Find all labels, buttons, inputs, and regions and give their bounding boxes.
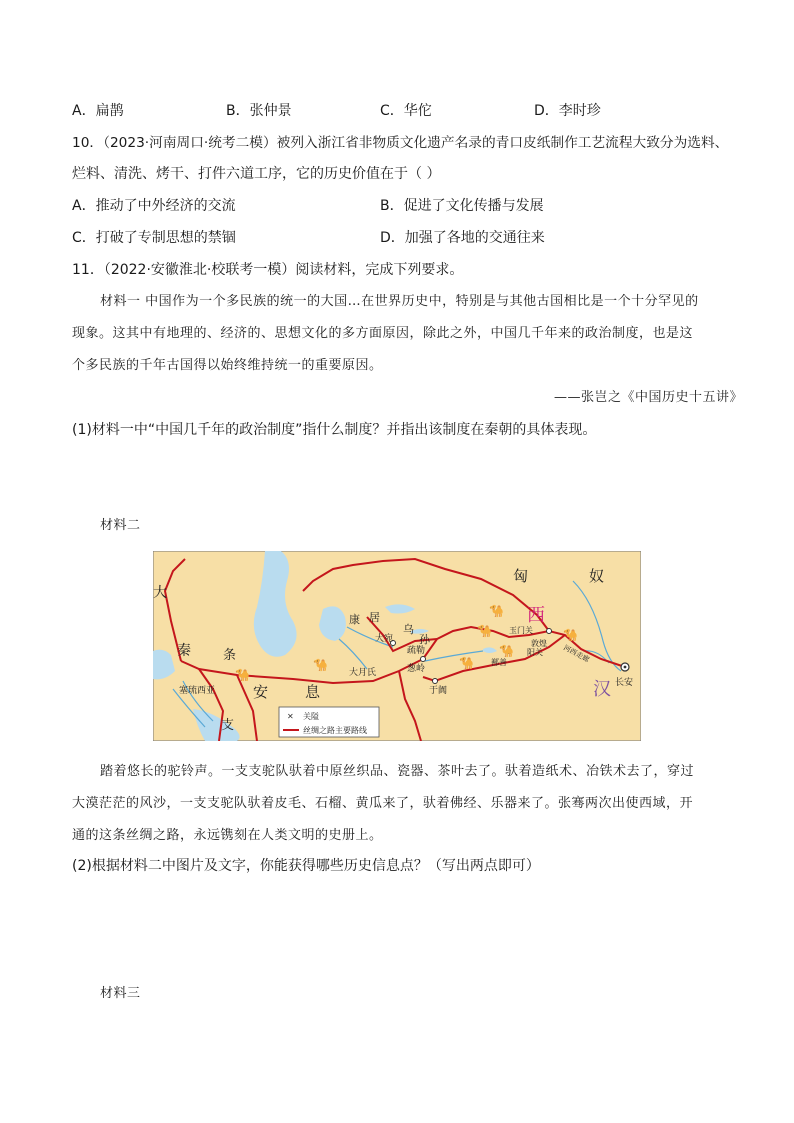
q9-option-b: B．张仲景: [226, 103, 292, 119]
material1-line3: 个多民族的千年古国得以始终维持统一的重要原因。: [72, 358, 383, 373]
city-changan-dot: [624, 666, 627, 669]
label-zhi: 支: [221, 718, 235, 733]
label-anxi-2: 息: [305, 683, 321, 701]
legend-pass-icon: ✕: [287, 712, 294, 721]
q9-option-c: C．华佗: [380, 103, 432, 119]
sub-question-2: (2)根据材料二中图片及文字，你能获得哪些历史信息点？（写出两点即可）: [72, 858, 540, 874]
camel-icon: 🐪: [477, 624, 492, 638]
q10-option-b: B．促进了文化传播与发展: [380, 198, 544, 214]
label-anxi-1: 安: [253, 683, 269, 701]
silk-road-map: [153, 551, 641, 741]
camel-icon: 🐪: [459, 656, 474, 670]
q10-option-a: A．推动了中外经济的交流: [72, 198, 236, 214]
camel-icon: 🐪: [235, 668, 250, 682]
label-han: 汉: [593, 679, 611, 700]
label-changan: 长安: [615, 678, 634, 688]
label-dayuan: 大宛: [375, 634, 394, 644]
sub-question-1: (1)材料一中“中国几千年的政治制度”指什么制度？并指出该制度在秦朝的具体表现。: [72, 422, 597, 438]
label-yangguan: 阳关: [527, 648, 543, 657]
material2-line3: 通的这条丝绸之路，永远镌刻在人类文明的史册上。: [72, 828, 383, 843]
label-sun: 孙: [419, 633, 430, 646]
material1-line1: 材料一 中国作为一个多民族的统一的大国…在世界历史中，特别是与其他古国相比是一个十分罕见的: [100, 294, 699, 309]
label-xi: 西: [527, 605, 545, 626]
legend-pass-label: 关隘: [303, 712, 319, 721]
label-wu: 乌: [403, 623, 414, 636]
map-legend: [279, 707, 379, 737]
legend-route-label: 丝绸之路主要路线: [303, 726, 367, 735]
city-dunhuang: [547, 629, 552, 634]
q9-option-a: A．扁鹊: [72, 103, 124, 119]
material1-source: ——张岂之《中国历史十五讲》: [554, 390, 744, 405]
q9-option-d: D．李时珍: [534, 103, 601, 119]
label-xiongnu-2: 奴: [589, 567, 605, 585]
label-yutian: 于阗: [429, 686, 448, 696]
label-congling: 葱岭: [407, 664, 426, 674]
label-shanshan: 鄯善: [491, 658, 507, 667]
q10-stem-line1: 10．（2023·河南周口·统考二模）被列入浙江省非物质文化遗产名录的青口皮纸制作工艺流程大致分为选料、: [72, 135, 729, 151]
material1-line2: 现象。这其中有地理的、经济的、思想文化的多方面原因，除此之外，中国几千年来的政治制度，也是这: [72, 326, 694, 341]
camel-icon: 🐪: [499, 644, 514, 658]
city-yutian: [433, 679, 438, 684]
material2-line1: 踏着悠长的驼铃声。一支支驼队驮着中原丝织品、瓷器、茶叶去了。驮着造纸术、冶铁术去了，穿过: [100, 764, 695, 779]
label-da: 大: [153, 585, 167, 601]
q11-stem: 11．（2022·安徽淮北·校联考一模）阅读材料，完成下列要求。: [72, 262, 464, 278]
label-qin: 秦: [177, 643, 191, 659]
material2-line2: 大漠茫茫的风沙，一支支驼队驮着皮毛、石榴、黄瓜来了，驮着佛经、乐器来了。张骞两次出使西域，开: [72, 796, 694, 811]
camel-icon: 🐪: [313, 658, 328, 672]
q10-option-d: D．加强了各地的交通往来: [380, 230, 545, 246]
label-ju: 居: [369, 611, 380, 624]
camel-icon: 🐪: [563, 628, 578, 642]
q10-option-c: C．打破了专制思想的禁锢: [72, 230, 236, 246]
label-selucia: 塞琉西亚: [179, 686, 216, 696]
label-kang: 康: [349, 613, 360, 626]
city-shule: [421, 657, 426, 662]
label-shule: 疏勒: [407, 646, 426, 656]
label-yumenguan: 玉门关: [509, 626, 533, 635]
q10-stem-line2: 烂料、清洗、烤干、打件六道工序，它的历史价值在于（ ）: [72, 166, 441, 182]
label-xiongnu-1: 匈: [513, 567, 529, 585]
material3-label: 材料三: [100, 986, 141, 1001]
label-dunhuang: 敦煌: [531, 639, 547, 648]
label-tiao: 条: [223, 648, 237, 663]
label-dayuezhi: 大月氏: [349, 668, 377, 678]
label-hexi: 河西走廊: [562, 643, 591, 664]
material2-label: 材料二: [100, 518, 141, 533]
camel-icon: 🐪: [489, 604, 504, 618]
